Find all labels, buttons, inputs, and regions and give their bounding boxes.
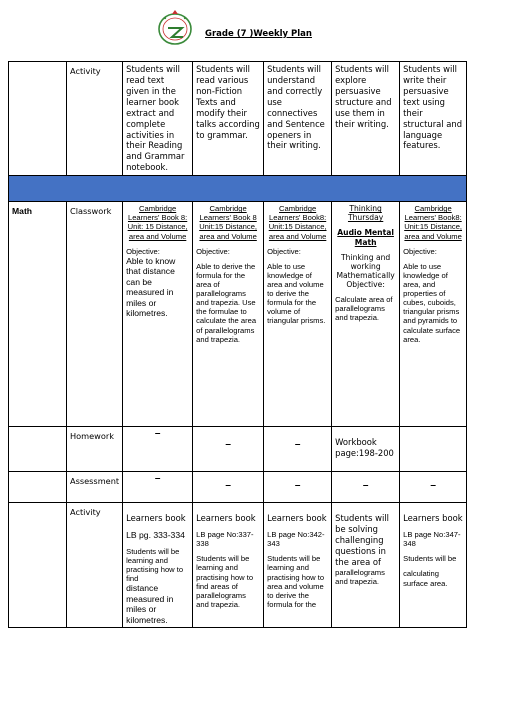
table-row-math-activity bbox=[9, 503, 467, 628]
subject-cell-empty bbox=[9, 472, 67, 503]
activity-heading: Students will be solving challenging questions in the area of bbox=[335, 513, 389, 567]
objective-text: Able to use knowledge of area and volume to derive the formula for the volume of triangular prisms. bbox=[267, 261, 326, 326]
classwork-cell-day4 bbox=[332, 202, 400, 427]
activity-cell-day1: Students will read text given in the learner book extract and complete activities in their Reading and Grammar notebook. bbox=[123, 62, 193, 176]
math-activity-cell-day3 bbox=[264, 503, 332, 628]
assessment-cell-day4: – bbox=[332, 472, 400, 503]
subject-cell-empty bbox=[9, 427, 67, 472]
classwork-cell-day5 bbox=[400, 202, 467, 427]
objective-label: Objective: bbox=[403, 246, 437, 256]
table-row-math-homework bbox=[9, 427, 467, 472]
audio-mental-math: Audio Mental Math bbox=[337, 228, 394, 247]
classwork-cell-day2 bbox=[193, 202, 264, 427]
activity-cell-day5: Students will write their persuasive text using their structural and language features. bbox=[400, 62, 467, 176]
classwork-cell-day1 bbox=[123, 202, 193, 427]
objective-label: Objective: bbox=[126, 246, 160, 256]
activity-cell-day4: Students will explore persuasive structure and use them in their writing. bbox=[332, 62, 400, 176]
objective-label: Objective: bbox=[196, 246, 230, 256]
activity-cell-day2: Students will read various non-Fiction Texts and modify their talks according to grammar. bbox=[193, 62, 264, 176]
objective-label: Objective: bbox=[267, 246, 301, 256]
activity-page: LB pg. 333-334 bbox=[126, 530, 185, 541]
activity-heading: Learners book bbox=[126, 513, 186, 524]
book-reference: Cambridge Learners' Book8: Unit:15 Distance, area and Volume bbox=[404, 204, 463, 241]
math-activity-cell-day5 bbox=[400, 503, 467, 628]
classwork-cell-day3 bbox=[264, 202, 332, 427]
row-label-activity: Activity bbox=[67, 62, 123, 176]
page-title: Grade (7 )Weekly Plan bbox=[205, 29, 312, 39]
subject-cell-empty bbox=[9, 503, 67, 628]
homework-cell-day5 bbox=[400, 427, 467, 472]
table-row-english-activity bbox=[9, 62, 467, 176]
weekly-plan-table bbox=[8, 61, 467, 628]
assessment-cell-day3: – bbox=[264, 472, 332, 503]
row-label-homework: Homework bbox=[67, 427, 123, 472]
math-activity-cell-day2 bbox=[193, 503, 264, 628]
activity-heading: Learners book bbox=[267, 513, 327, 524]
activity-page: LB page No:342-343 bbox=[267, 530, 325, 549]
row-label-activity: Activity bbox=[67, 503, 123, 628]
activity-text: Students will be learning and practising how to area and volume to derive the formula for the bbox=[267, 554, 325, 609]
subject-math: Math bbox=[9, 202, 67, 427]
activity-text: Students will be learning and practising how to find bbox=[126, 546, 184, 583]
activity-heading: Learners book bbox=[196, 513, 256, 524]
objective-text: Calculate area of parallelograms and trapezia. bbox=[335, 295, 393, 323]
activity-page: LB page No:347-348 bbox=[403, 530, 461, 549]
homework-cell-day2: – bbox=[193, 427, 264, 472]
subject-cell-empty bbox=[9, 62, 67, 176]
objective-text: Able to derive the formula for the area of parallelograms and trapezia. Use the formulae to calculate the area of parallelograms and trapezia. bbox=[196, 261, 257, 344]
activity-text: Students will be learning and practising how to find areas of parallelograms and trapezia. bbox=[196, 554, 254, 609]
objective-text: Able to know that distance can be measured in miles or kilometres. bbox=[126, 255, 176, 319]
table-row-math-assessment bbox=[9, 472, 467, 503]
row-label-assessment: Assessment bbox=[67, 472, 123, 503]
thinking-thursday-title: Thinking Thursday bbox=[347, 204, 384, 223]
objective-text: Able to use knowledge of area, and properties of cubes, cuboids, triangular prisms and pyramids to calculate surface area. bbox=[403, 261, 461, 344]
book-reference: Cambridge Learners' Book8: Unit:15 Distance, area and Volume bbox=[268, 204, 327, 241]
divider-cell bbox=[9, 176, 467, 202]
activity-heading: Learners book bbox=[403, 513, 463, 524]
math-activity-cell-day1 bbox=[123, 503, 193, 628]
thinking-text: Thinking and working Mathematically Objective: bbox=[336, 252, 395, 289]
book-reference: Cambridge Learners' Book 8: Unit: 15 Distance, area and Volume bbox=[127, 204, 188, 241]
book-reference: Cambridge Learners' Book 8 Unit:15 Distance, area and Volume bbox=[199, 204, 258, 241]
assessment-cell-day2: – bbox=[193, 472, 264, 503]
homework-cell-day4: Workbook page:198-200 bbox=[332, 427, 400, 472]
assessment-cell-day5: – bbox=[400, 472, 467, 503]
section-divider-band bbox=[9, 176, 467, 202]
assessment-cell-day1: – bbox=[123, 472, 193, 503]
homework-cell-day1: – bbox=[123, 427, 193, 472]
activity-tail: calculating surface area. bbox=[403, 569, 448, 588]
math-activity-cell-day4 bbox=[332, 503, 400, 628]
activity-text: parallelograms and trapezia. bbox=[335, 567, 385, 586]
activity-text: Students will be bbox=[403, 554, 457, 564]
school-logo bbox=[150, 8, 200, 48]
row-label-classwork: Classwork bbox=[67, 202, 123, 427]
table-row-math-classwork bbox=[9, 202, 467, 427]
activity-tail: distance measured in miles or kilometres. bbox=[126, 583, 174, 625]
homework-cell-day3: – bbox=[264, 427, 332, 472]
activity-page: LB page No:337-338 bbox=[196, 530, 254, 549]
activity-cell-day3: Students will understand and correctly use connectives and Sentence openers in their writing. bbox=[264, 62, 332, 176]
